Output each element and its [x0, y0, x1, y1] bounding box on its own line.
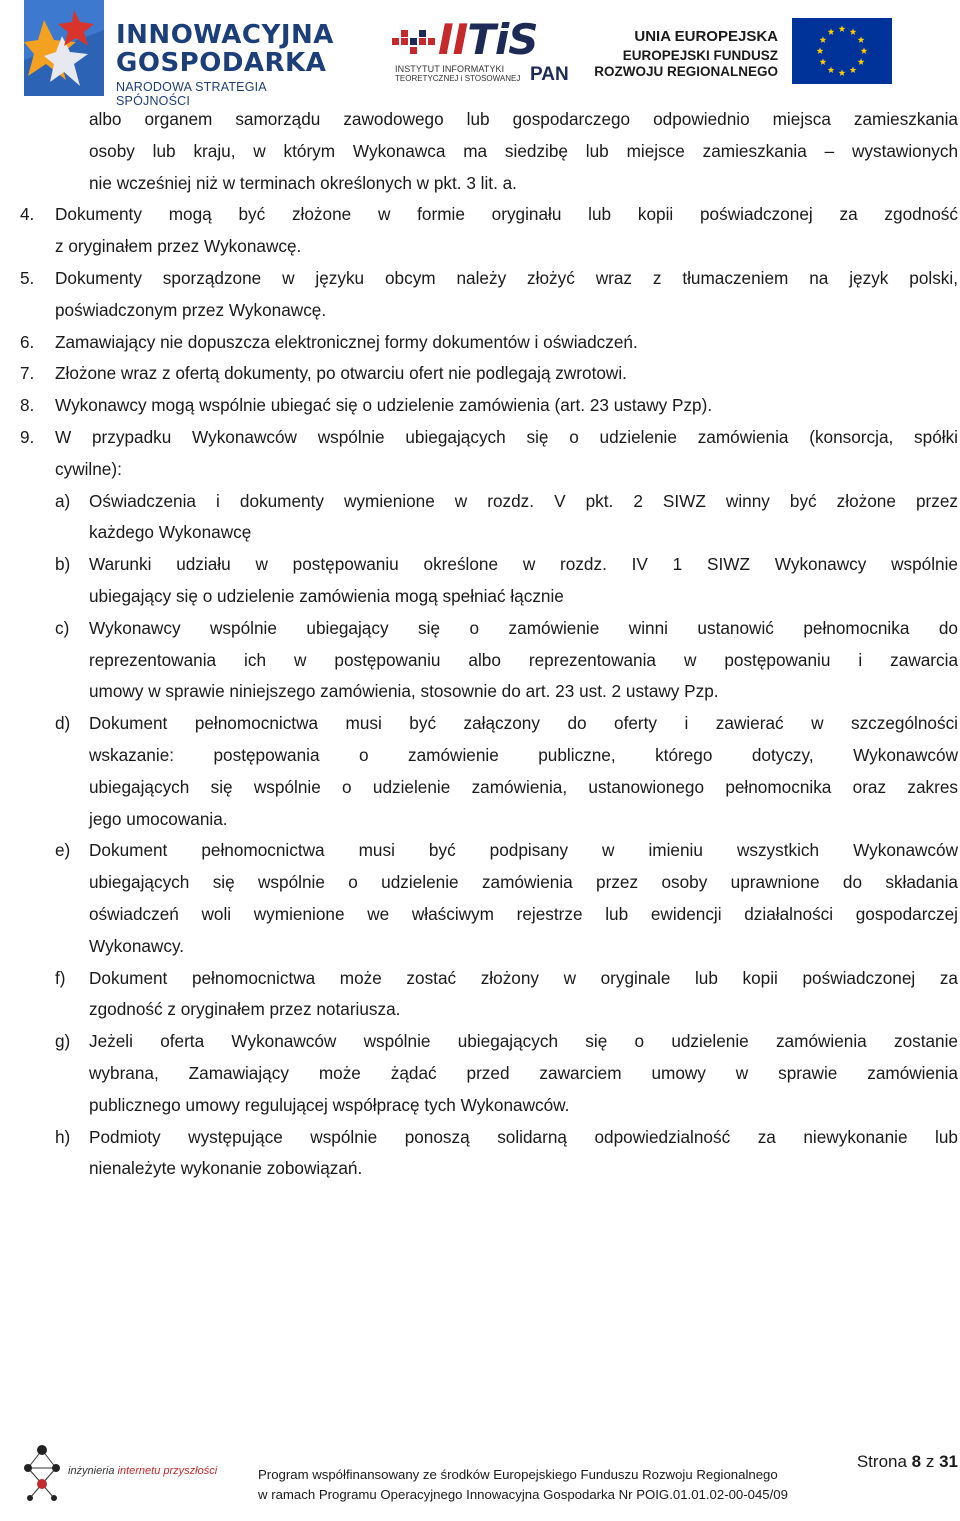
- text-line: Wykonawcy mogą wspólnie ubiegać się o udzielenie zamówienia (art. 23 ustawy Pzp).: [55, 395, 713, 416]
- text-line: Zamawiający nie dopuszcza elektronicznej formy dokumentów i oświadczeń.: [55, 331, 638, 352]
- future-internet-label-2: internetu przyszłości: [117, 1465, 218, 1477]
- text-line: Złożone wraz z ofertą dokumenty, po otwarciu ofert nie podlegają zwrotowi.: [55, 363, 627, 384]
- eu-subtitle-1: EUROPEJSKI FUNDUSZ: [622, 48, 778, 63]
- text-line: Dokument pełnomocnictwa musi być podpisany w imieniu wszystkich Wykonawców: [89, 840, 958, 861]
- page-header: [0, 0, 960, 108]
- text-line: Podmioty występujące wspólnie ponoszą solidarną odpowiedzialność za niewykonanie lub: [89, 1126, 958, 1147]
- text-line: ubiegający się o udzielenie zamówienia mogą spełniać łącznie: [89, 586, 564, 606]
- iitis-wordmark-tis: TiS: [467, 15, 538, 64]
- page-current: 8: [911, 1452, 922, 1471]
- innowacyjna-gospodarka-logo: [12, 0, 342, 108]
- future-internet-label: [68, 1465, 217, 1477]
- text-line: ubiegających się wspólnie o udzielenie zamówienia, ustanowionego pełnomocnika oraz zakres: [89, 776, 958, 797]
- text-line: jego umocowania.: [89, 808, 228, 829]
- ig-title-line-1: INNOWACYJNA: [116, 20, 334, 50]
- ig-subtitle: NARODOWA STRATEGIA SPÓJNOŚCI: [116, 80, 267, 108]
- list-number: b): [55, 554, 71, 575]
- text-line: nie wcześniej niż w terminach określonych w pkt. 3 lit. a.: [89, 172, 517, 193]
- list-number: 6.: [20, 331, 35, 352]
- text-line: cywilne):: [55, 458, 122, 479]
- text-line: z oryginałem przez Wykonawcę.: [55, 236, 302, 257]
- text-line: ubiegających się wspólnie o udzielenie zamówienia przez osoby uprawnione do składania: [89, 872, 958, 893]
- iitis-subtitle-2: TEORETYCZNEJ i STOSOWANEJ: [395, 74, 521, 83]
- iitis-wordmark-ii: II: [438, 15, 468, 64]
- text-line: wskazanie: postępowania o zamówienie publiczne, którego dotyczy, Wykonawców: [89, 745, 958, 765]
- list-number: 9.: [20, 427, 35, 447]
- list-number: h): [55, 1126, 71, 1147]
- list-number: d): [55, 713, 71, 734]
- list-number: 4.: [20, 204, 35, 225]
- text-line: umowy w sprawie niniejszego zamówienia, stosownie do art. 23 ust. 2 ustawy Pzp.: [89, 681, 719, 702]
- text-line: Dokument pełnomocnictwa może zostać złożony w oryginale lub kopii poświadczonej za: [89, 967, 958, 988]
- future-internet-label-1: inżynieria: [68, 1465, 118, 1477]
- iitis-pan-label: PAN: [530, 64, 569, 85]
- text-line: osoby lub kraju, w którym Wykonawca ma siedzibę lub miejsce zamieszkania – wystawionych: [89, 140, 958, 161]
- text-line: Dokumenty mogą być złożone w formie oryginału lub kopii poświadczonej za zgodność: [55, 204, 958, 225]
- text-line: Wykonawcy.: [89, 935, 185, 956]
- list-number: a): [55, 490, 71, 511]
- list-number: c): [55, 617, 70, 638]
- list-number: 8.: [20, 395, 35, 416]
- iitis-pan-logo: [392, 16, 572, 86]
- text-line: wybrana, Zamawiający może żądać przed zawarciem umowy w sprawie zamówienia: [89, 1063, 958, 1083]
- text-line: Dokument pełnomocnictwa musi być załączony do oferty i zawierać w szczególności: [89, 713, 958, 734]
- text-line: oświadczeń woli wymienione we właściwym rejestrze lub ewidencji działalności gospodarczej: [89, 904, 958, 924]
- iitis-wordmark: [438, 15, 538, 64]
- text-line: każdego Wykonawcę: [89, 522, 252, 543]
- text-line: publicznego umowy regulującej współpracę tych Wykonawców.: [89, 1094, 570, 1115]
- page-prefix: Strona: [856, 1452, 912, 1471]
- list-number: e): [55, 840, 71, 861]
- eu-fund-logo: [594, 16, 900, 86]
- page-total: 31: [939, 1452, 958, 1471]
- text-line: Wykonawcy wspólnie ubiegający się o zamówienie winni ustanowić pełnomocnika do: [89, 617, 958, 638]
- list-number: g): [55, 1031, 71, 1052]
- innowacyjna-gospodarka-emblem-icon: [24, 0, 104, 96]
- text-line: poświadczonym przez Wykonawcę.: [55, 299, 327, 320]
- future-internet-logo: [18, 1440, 238, 1510]
- text-line: Dokumenty sporządzone w języku obcym należy złożyć wraz z tłumaczeniem na język polski,: [55, 268, 958, 288]
- footer-funding-line-1: Program współfinansowany ze środków Europejskiego Funduszu Rozwoju Regionalnego: [258, 1467, 778, 1482]
- iitis-dots-icon: [392, 30, 436, 60]
- eu-subtitle-2: ROZWOJU REGIONALNEGO: [594, 64, 778, 79]
- page-number: [857, 1452, 958, 1472]
- text-line: albo organem samorządu zawodowego lub gospodarczego odpowiednio miejsca zamieszkania: [89, 109, 958, 129]
- footer-funding-line-2: w ramach Programu Operacyjnego Innowacyjna Gospodarka Nr POIG.01.01.02-00-045/09: [258, 1487, 788, 1502]
- list-number: 7.: [20, 363, 35, 384]
- ig-title-line-2: GOSPODARKA: [116, 48, 327, 78]
- text-line: Warunki udziału w postępowaniu określone w rozdz. IV 1 SIWZ Wykonawcy wspólnie: [89, 554, 958, 575]
- list-number: 5.: [20, 268, 35, 288]
- future-internet-network-icon: [18, 1440, 66, 1502]
- list-number: f): [55, 967, 66, 988]
- page-sep: z: [921, 1452, 940, 1471]
- text-line: zgodność z oryginałem przez notariusza.: [89, 999, 401, 1020]
- iitis-subtitle-1: INSTYTUT INFORMATYKI: [395, 64, 505, 74]
- text-line: Jeżeli oferta Wykonawców wspólnie ubiegających się o udzielenie zamówienia zostanie: [89, 1031, 958, 1052]
- text-line: Oświadczenia i dokumenty wymienione w rozdz. V pkt. 2 SIWZ winny być złożone przez: [89, 490, 958, 511]
- text-line: nienależyte wykonanie zobowiązań.: [89, 1158, 363, 1179]
- text-line: reprezentowania ich w postępowaniu albo reprezentowania w postępowaniu i zawarcia: [89, 649, 958, 670]
- eu-title: UNIA EUROPEJSKA: [634, 28, 778, 45]
- eu-flag-icon: [792, 18, 892, 84]
- text-line: W przypadku Wykonawców wspólnie ubiegających się o udzielenie zamówienia (konsorcja, spółki: [55, 427, 958, 447]
